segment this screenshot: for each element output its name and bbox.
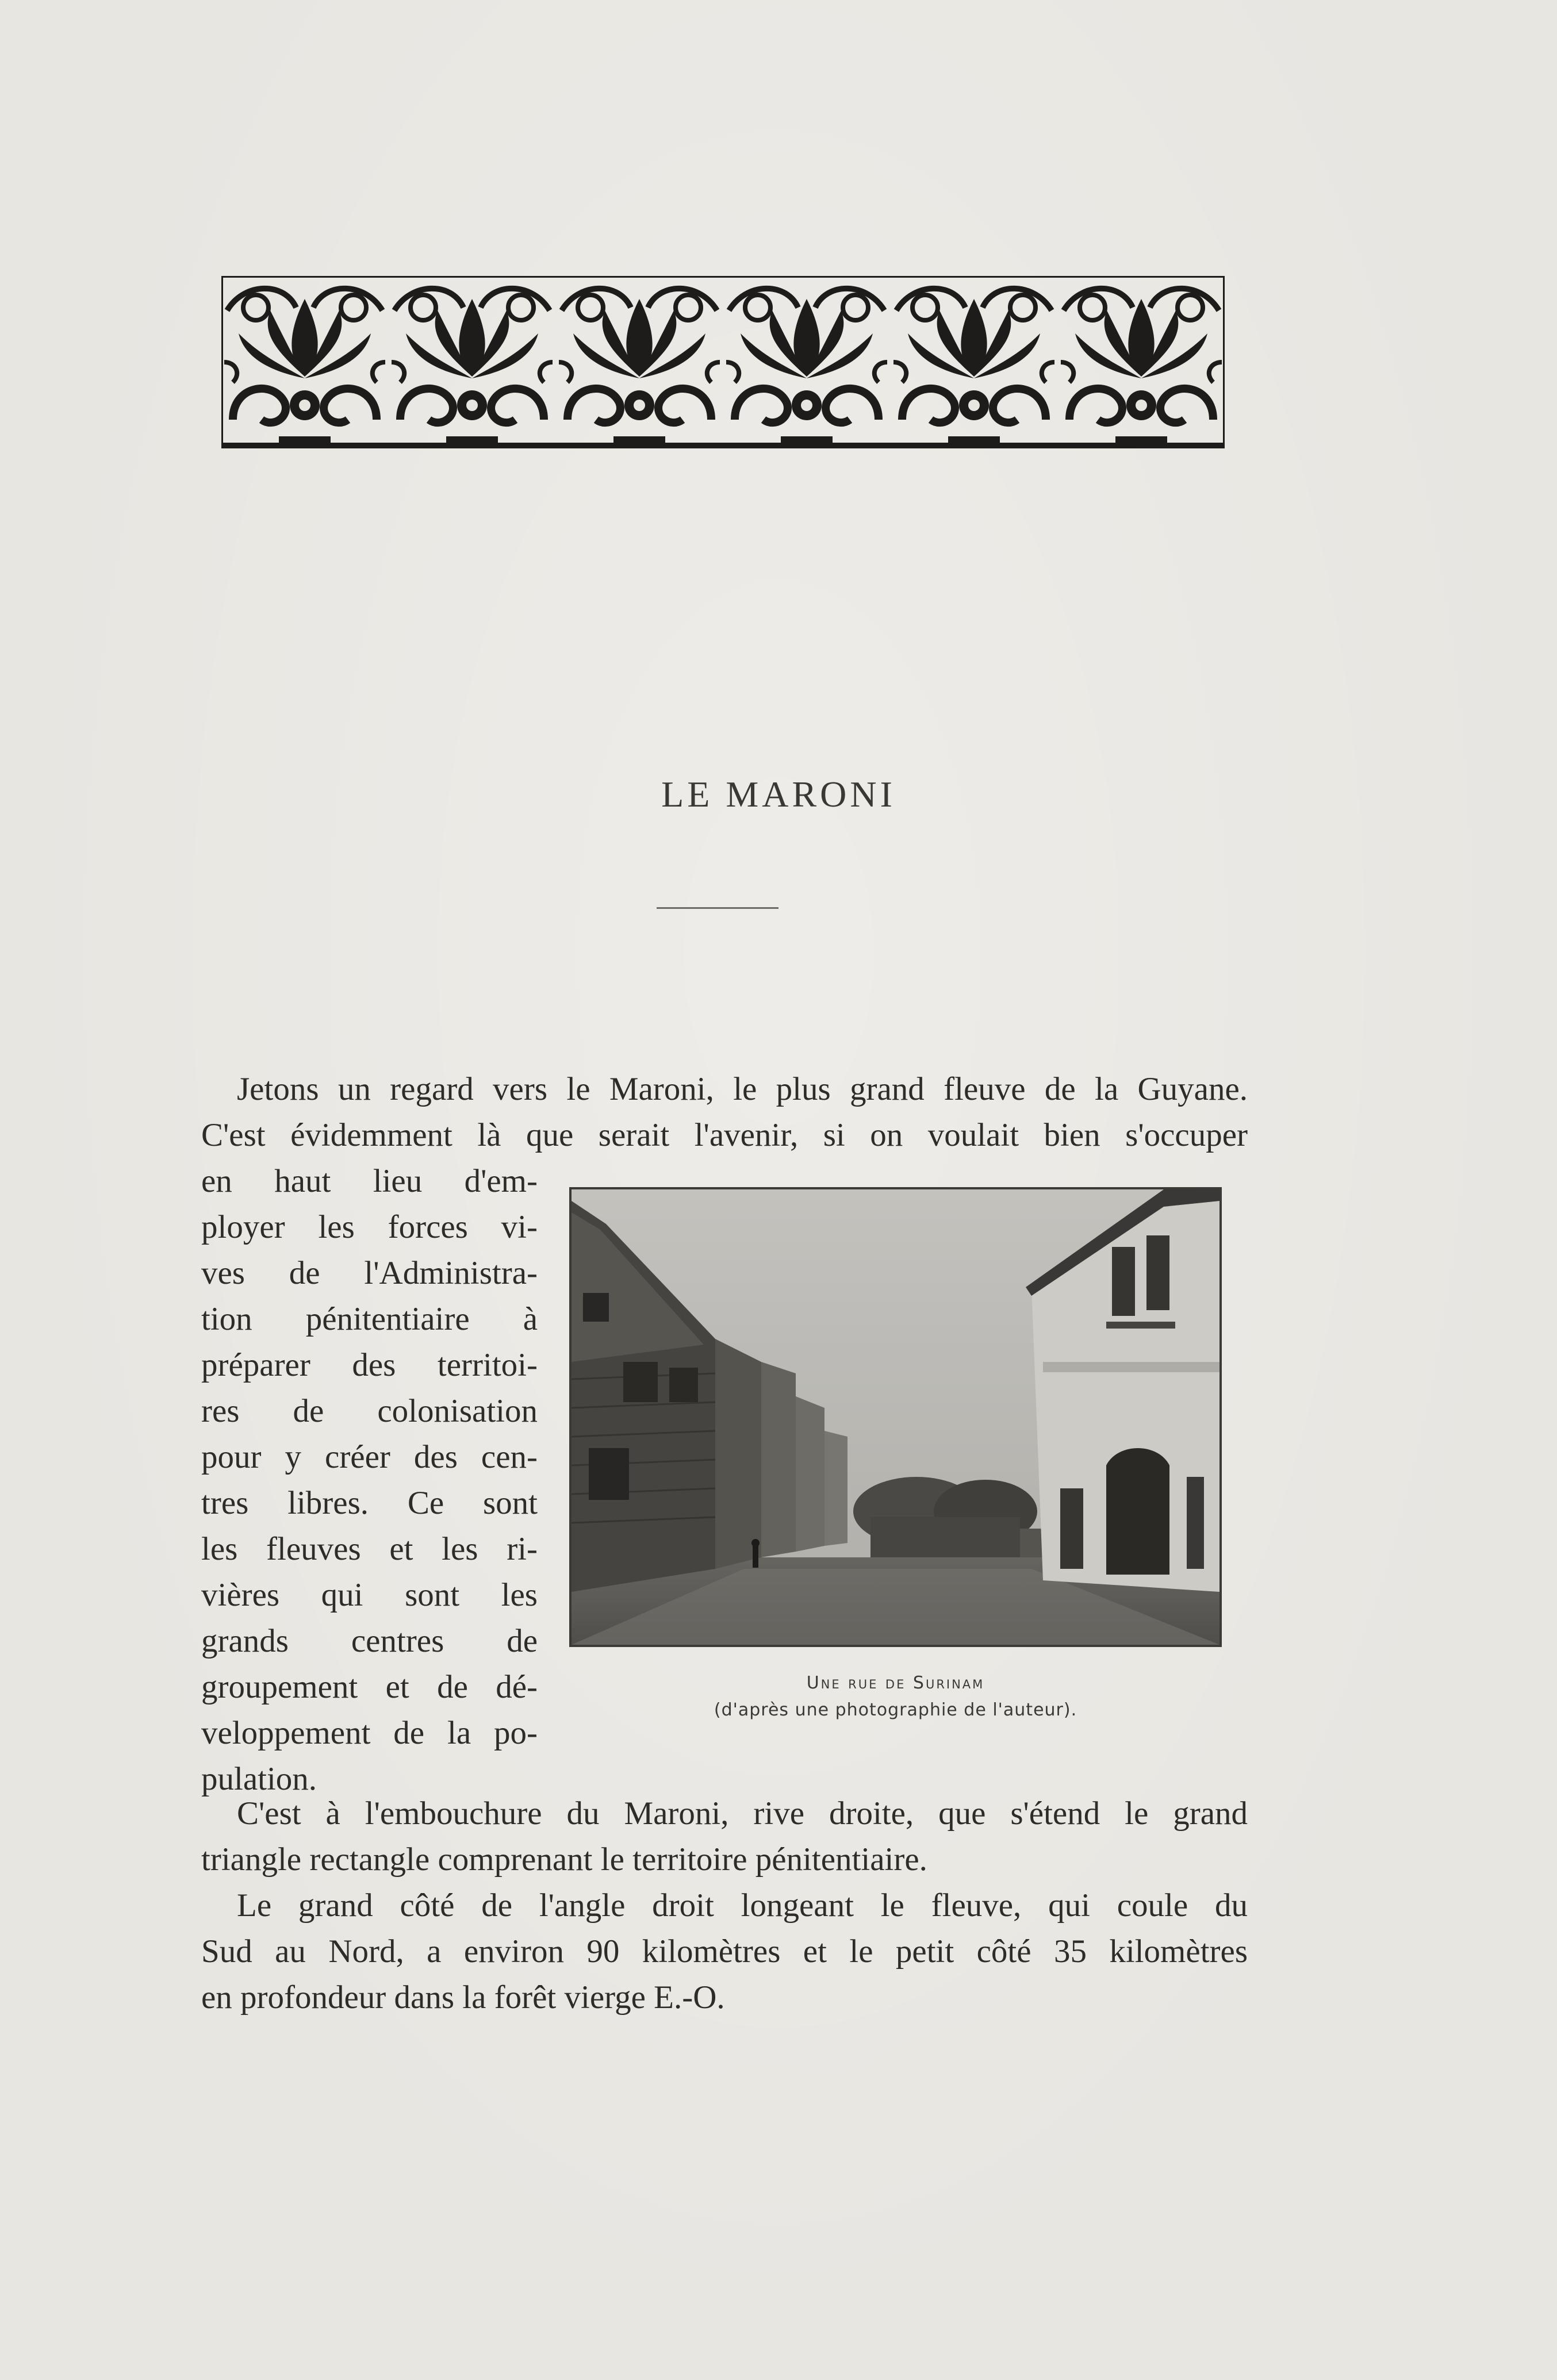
- paragraph-2-line-2: triangle rectangle comprenant le territoire pénitentiaire.: [201, 1841, 927, 1878]
- paragraph-1-line-1: Jetons un regard vers le Maroni, le plus grand fleuve de la Guyane.: [237, 1071, 1248, 1107]
- paragraph-1-line-2: C'est évidemment là que serait l'avenir, si on voulait bien s'occuper: [201, 1117, 1248, 1153]
- figure-caption-subtitle: (d'après une photographie de l'auteur).: [714, 1700, 1077, 1720]
- title-divider: [657, 907, 778, 909]
- column-line: tres libres. Ce sont: [201, 1485, 538, 1521]
- street-photo-image: [572, 1189, 1219, 1645]
- paragraph-1-column: [201, 1158, 538, 1802]
- column-line: ves de l'Administra-: [201, 1255, 538, 1291]
- column-line: tion pénitentiaire à: [201, 1301, 538, 1337]
- column-line: les fleuves et les ri-: [201, 1531, 538, 1567]
- paragraph-3-line-1: Le grand côté de l'angle droit longeant le fleuve, qui coule du: [237, 1887, 1248, 1924]
- paragraph-2-line-1: C'est à l'embouchure du Maroni, rive droite, que s'étend le grand: [237, 1795, 1248, 1832]
- paragraph-3-line-2: Sud au Nord, a environ 90 kilomètres et le petit côté 35 kilomètres: [201, 1933, 1248, 1970]
- column-line: vières qui sont les: [201, 1577, 538, 1613]
- palmette-frieze-ornament: [221, 276, 1225, 448]
- column-line: pulation.: [201, 1761, 317, 1797]
- column-line: veloppement de la po-: [201, 1715, 538, 1751]
- column-line: ployer les forces vi-: [201, 1209, 538, 1245]
- column-line: res de colonisation: [201, 1393, 538, 1429]
- column-line: préparer des territoi-: [201, 1347, 538, 1383]
- column-line: en haut lieu d'em-: [201, 1163, 538, 1199]
- chapter-title: LE MARONI: [661, 774, 896, 815]
- street-photograph: [569, 1187, 1222, 1647]
- column-line: pour y créer des cen-: [201, 1439, 538, 1475]
- paragraph-3-line-3: en profondeur dans la forêt vierge E.-O.: [201, 1979, 725, 2016]
- figure-caption-title: Une rue de Surinam: [806, 1673, 985, 1693]
- column-line: groupement et de dé-: [201, 1669, 538, 1705]
- column-line: grands centres de: [201, 1623, 538, 1659]
